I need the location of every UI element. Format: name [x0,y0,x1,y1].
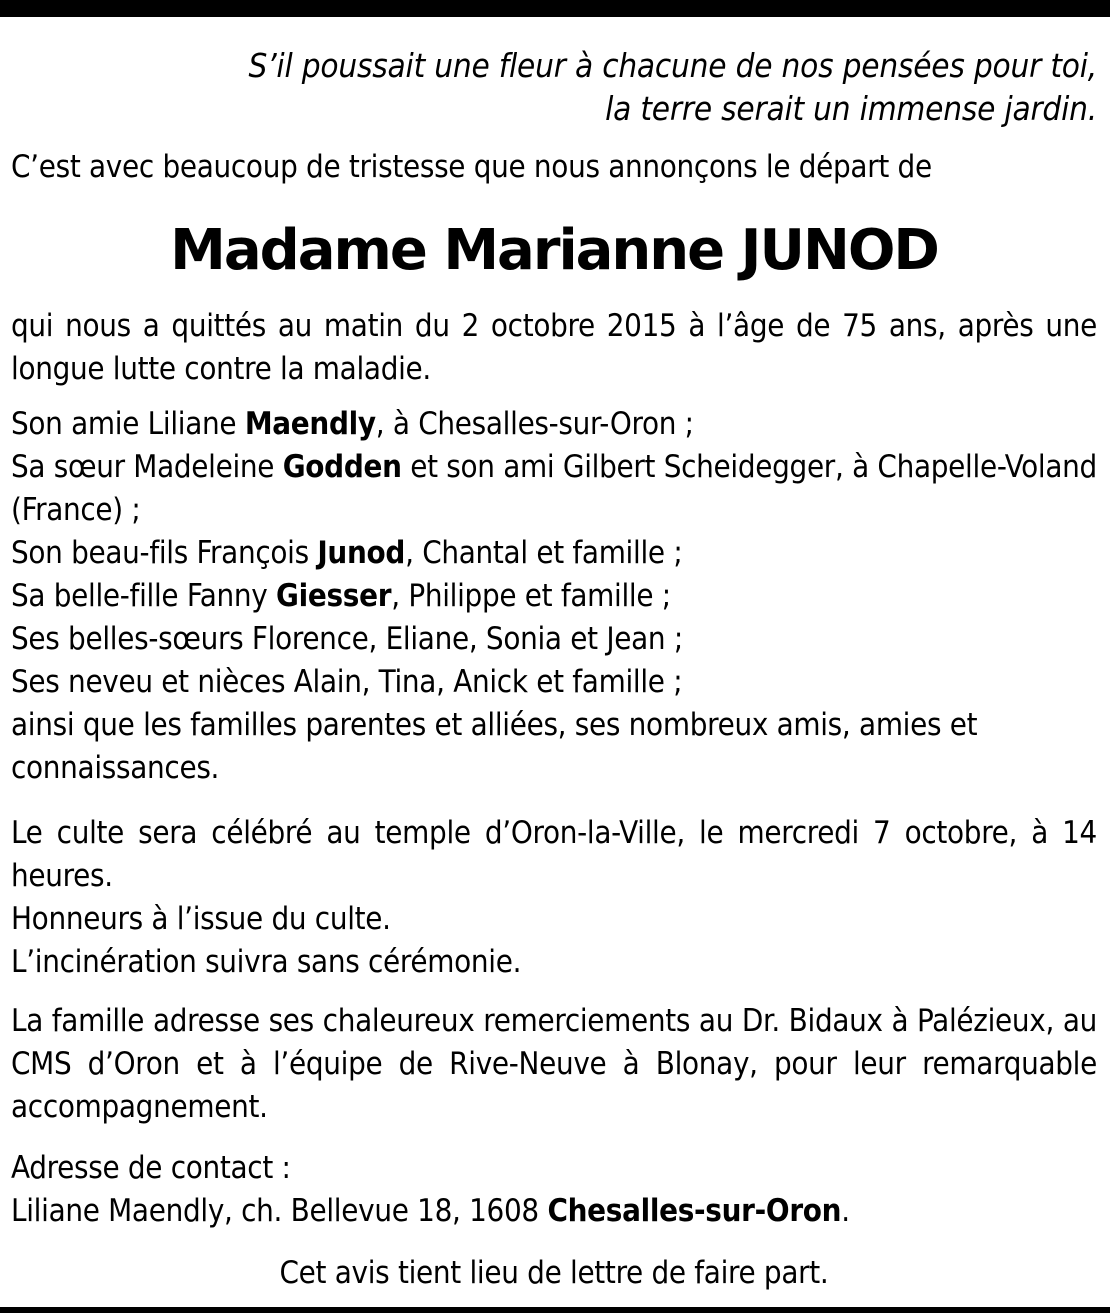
family-surname: Giesser [276,578,392,614]
epigraph-quote [249,44,1097,130]
family-line: Son amie Liliane Maendly, à Chesalles-sur-Oron ; [11,406,694,442]
family-line: Ses neveu et nièces Alain, Tina, Anick et famille ; [11,664,683,700]
family-line: ainsi que les familles parentes et alliées, ses nombreux amis, amies et connaissances. [11,707,978,786]
contact-block [11,1147,1097,1233]
intro-text: C’est avec beaucoup de tristesse que nous annonçons le départ de [11,149,932,185]
family-list [11,403,1097,790]
thanks-text: La famille adresse ses chaleureux remerciements au Dr. Bidaux à Palézieux, au CMS d’Oron et à l’équipe de Rive-Neuve à Blonay, pour leur remarquable accompagnement. [11,1003,1097,1125]
family-line: Son beau-fils François Junod, Chantal et famille ; [11,535,683,571]
contact-label: Adresse de contact : [11,1150,291,1186]
service-details [11,812,1097,984]
family-surname: Junod [317,535,406,571]
honours-text: Honneurs à l’issue du culte. [11,901,391,937]
contact-address: Liliane Maendly, ch. Bellevue 18, 1608 Chesalles-sur-Oron. [11,1193,850,1229]
death-notice: qui nous a quittés au matin du 2 octobre 2015 à l’âge de 75 ans, après une longue lutte contre la maladie. [11,308,1097,387]
bottom-rule [0,1307,1110,1313]
family-surname: Maendly [244,406,376,442]
family-line: Sa belle-fille Fanny Giesser, Philippe et famille ; [11,578,671,614]
deceased-name: Madame Marianne JUNOD [170,218,938,283]
family-line: Ses belles-sœurs Florence, Eliane, Sonia et Jean ; [11,621,683,657]
closing-text: Cet avis tient lieu de lettre de faire part. [279,1255,829,1291]
top-rule [0,0,1110,17]
cremation-text: L’incinération suivra sans cérémonie. [11,944,522,980]
contact-town: Chesalles-sur-Oron [547,1193,842,1229]
quote-line-2: la terre serait un immense jardin. [605,89,1097,128]
quote-line-1: S’il poussait une fleur à chacune de nos pensées pour toi, [248,46,1097,85]
family-surname: Godden [282,449,402,485]
family-line: Sa sœur Madeleine Godden et son ami Gilbert Scheidegger, à Chapelle-Voland (France) ; [11,449,1097,528]
ceremony-text: Le culte sera célébré au temple d’Oron-la-Ville, le mercredi 7 octobre, à 14 heures. [11,815,1097,894]
